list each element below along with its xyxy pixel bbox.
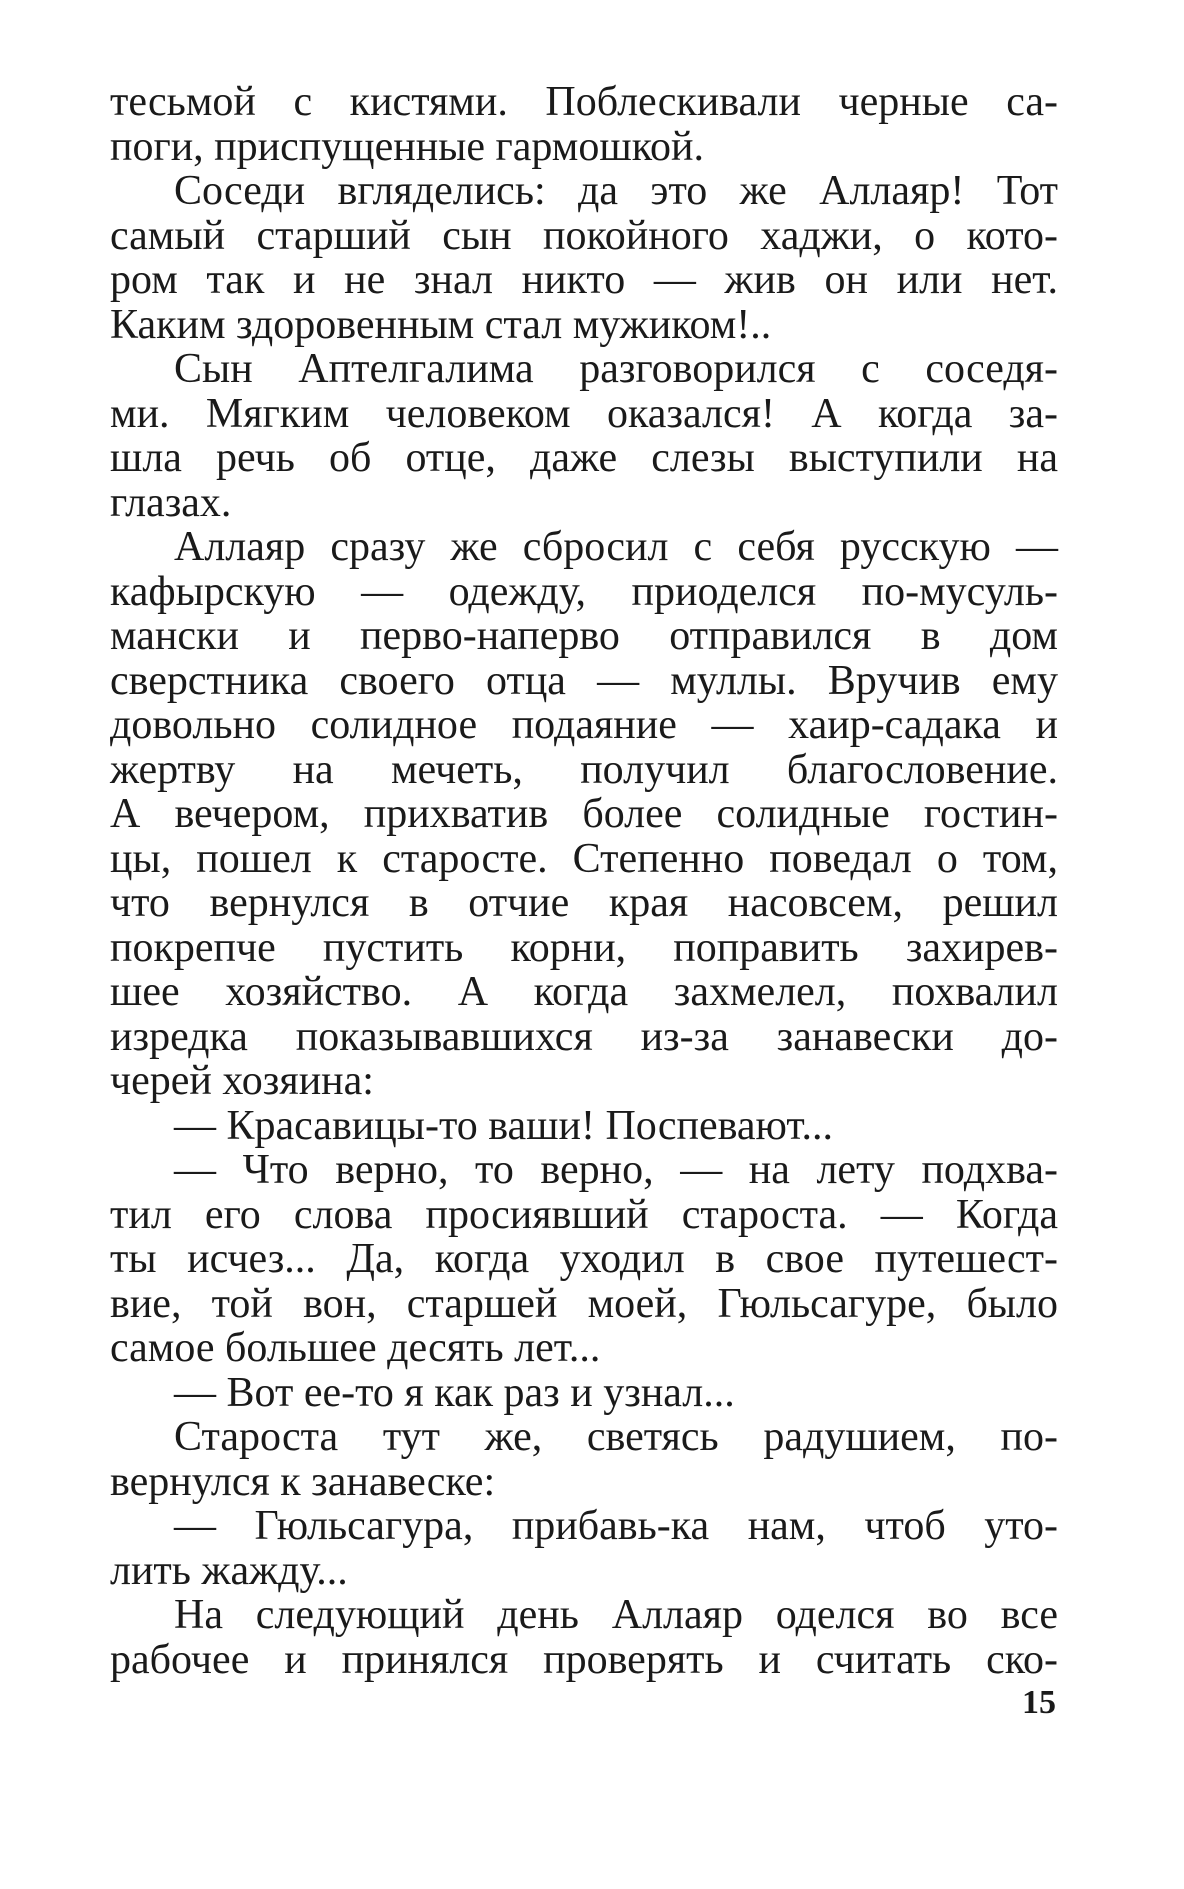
text-line: шла речь об отце, даже слезы выступили на — [110, 435, 1058, 481]
text-line: поги, приспущенные гармошкой. — [110, 123, 704, 170]
text-line: глазах. — [110, 479, 232, 526]
text-line: ты исчез... Да, когда уходил в свое путешест- — [110, 1236, 1058, 1282]
text-line: самый старший сын покойного хаджи, о кото- — [110, 212, 1058, 259]
text-line: черей хозяина: — [110, 1058, 374, 1104]
text-line: мански и перво-наперво отправился в дом — [110, 613, 1058, 659]
text-line: Староста тут же, светясь радушием, по- — [174, 1414, 1058, 1460]
text-line: тесьмой с кистями. Поблескивали черные са- — [110, 79, 1058, 125]
text-line: цы, пошел к старосте. Степенно поведал о том, — [110, 835, 1058, 882]
text-line: ром так и не знал никто — жив он или нет. — [110, 257, 1058, 303]
text-line: Аллаяр сразу же сбросил с себя русскую — — [174, 524, 1058, 570]
text-line: тил его слова просиявший староста. — Когда — [110, 1191, 1058, 1238]
text-line: покрепче пустить корни, поправить захирев- — [110, 924, 1058, 971]
text-line: что вернулся в отчие края насовсем, решил — [110, 880, 1058, 926]
text-line: На следующий день Аллаяр оделся во все — [174, 1592, 1058, 1638]
text-line: — Вот ее-то я как раз и узнал... — [174, 1369, 735, 1416]
text-line: сверстника своего отца — муллы. Вручив ему — [110, 657, 1058, 704]
text-line: шее хозяйство. А когда захмелел, похвалил — [110, 969, 1058, 1015]
text-line: Сын Аптелгалима разговорился с соседя- — [174, 346, 1058, 392]
text-line: Каким здоровенным стал мужиком!.. — [110, 301, 772, 348]
book-page — [110, 80, 1058, 1820]
text-line: кафырскую — одежду, приоделся по-мусуль- — [110, 568, 1058, 615]
text-line: довольно солидное подаяние — хаир-садака и — [110, 702, 1058, 748]
text-line: рабочее и принялся проверять и считать ско- — [110, 1636, 1058, 1683]
text-line: лить жажду... — [110, 1547, 348, 1594]
text-line: жертву на мечеть, получил благословение. — [110, 746, 1058, 793]
text-line: ми. Мягким человеком оказался! А когда за- — [110, 390, 1058, 437]
text-line: Соседи вгляделись: да это же Аллаяр! Тот — [174, 168, 1058, 214]
text-line: А вечером, прихватив более солидные гостин- — [110, 791, 1058, 837]
text-line: вие, той вон, старшей моей, Гюльсагуре, было — [110, 1280, 1058, 1327]
text-line: вернулся к занавеске: — [110, 1458, 496, 1505]
text-line: — Что верно, то верно, — на лету подхва- — [174, 1147, 1058, 1193]
page-number: 15 — [1022, 1684, 1056, 1721]
text-line: самое большее десять лет... — [110, 1325, 601, 1371]
text-line: изредка показывавшихся из-за занавески до- — [110, 1013, 1058, 1060]
text-line: — Красавицы-то ваши! Поспевают... — [174, 1102, 834, 1149]
text-line: — Гюльсагура, прибавь-ка нам, чтоб уто- — [174, 1503, 1058, 1549]
